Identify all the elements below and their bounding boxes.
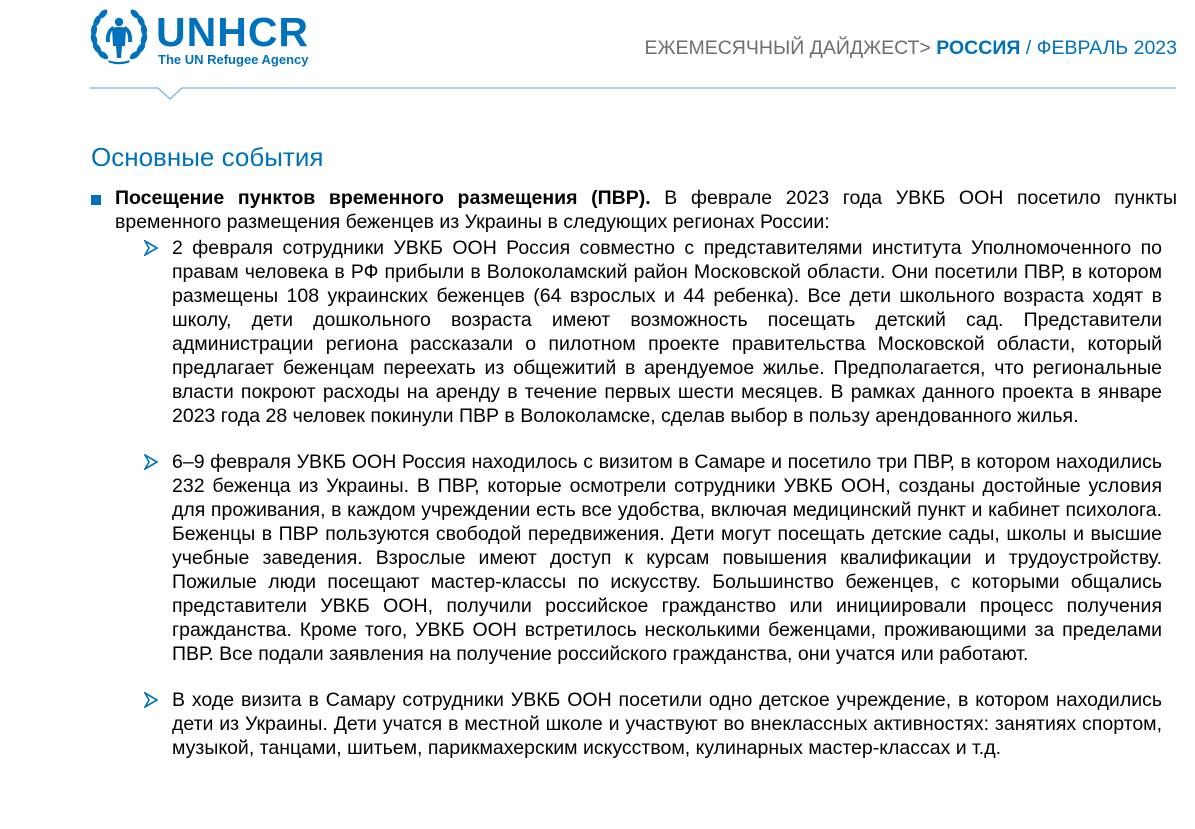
section-title: Основные события	[91, 142, 324, 172]
list-item	[172, 688, 1162, 760]
list-item-text: В ходе визита в Самару сотрудники УВКБ ООН посетили одно детское учреждение, в котором находились дети из Украины. Дети учатся в местной школе и участвуют во внеклассных активностях: занятиях спортом, музыкой, танцами, шитьем, парикмахерским искусством, кулинарных мастер-классах и т.д.	[172, 689, 1162, 759]
arrow-bullet-icon	[144, 240, 158, 256]
square-bullet-icon	[91, 195, 101, 205]
logo-tagline: The UN Refugee Agency	[158, 52, 309, 67]
arrow-bullet-icon	[144, 692, 158, 708]
intro-paragraph	[115, 186, 1177, 234]
intro-lead: Посещение пунктов временного размещения (ПВР).	[115, 187, 651, 209]
page-header	[0, 0, 1195, 110]
arrow-bullet-icon	[144, 454, 158, 470]
digest-label: ЕЖЕМЕСЯЧНЫЙ ДАЙДЖЕСТ>	[644, 37, 931, 59]
list-item-text: 2 февраля сотрудники УВКБ ООН Россия совместно с представителями института Уполномоченного по правам человека в РФ прибыли в Волоколамский район Московской области. Они посетили ПВР, в котором размещены 108 украинских беженцев (64 взрослых и 44 ребенка). Все дети школьного возраста ходят в школу, дети дошкольного возраста имеют возможность посещать детский сад. Представители администрации региона рассказали о пилотном проекте правительства Московской области, который предлагает беженцам переехать из общежитий в арендуемое жилье. Предполагается, что региональные власти покроют расходы на аренду в течение первых шести месяцев. В рамках данного проекта в январе 2023 года 28 человек покинули ПВР в Волоколамске, сделав выбор в пользу арендованного жилья.	[172, 237, 1162, 427]
events-list	[172, 236, 1162, 782]
digest-period: / ФЕВРАЛЬ 2023	[1025, 37, 1177, 59]
list-item-text: 6–9 февраля УВКБ ООН Россия находилось с визитом в Самаре и посетило три ПВР, в котором находились 232 беженца из Украины. В ПВР, которые осмотрели сотрудники УВКБ ООН, созданы достойные условия для проживания, в каждом учреждении есть все удобства, включая медицинский пункт и кабинет психолога. Беженцы в ПВР пользуются свободой передвижения. Дети могут посещать детские сады, школы и высшие учебные заведения. Взрослые имеют доступ к курсам повышения квалификации и трудоустройству. Пожилые люди посещают мастер-классы по искусству. Большинство беженцев, с которыми общались представители УВКБ ООН, получили российское гражданство или инициировали процесс получения гражданства. Кроме того, УВКБ ООН встретилось несколькими беженцами, проживающими за пределами ПВР. Все подали заявления на получение российского гражданства, они учатся или работают.	[172, 451, 1162, 665]
digest-country: РОССИЯ	[936, 37, 1021, 59]
intro-text: В феврале 2023 года УВКБ ООН посетило пункты временного размещения беженцев из Украины в следующих регионах России:	[115, 187, 1178, 233]
header-divider	[0, 0, 1195, 110]
list-item	[172, 236, 1162, 428]
list-item	[172, 450, 1162, 666]
logo-wordmark: UNHCR	[156, 9, 310, 55]
